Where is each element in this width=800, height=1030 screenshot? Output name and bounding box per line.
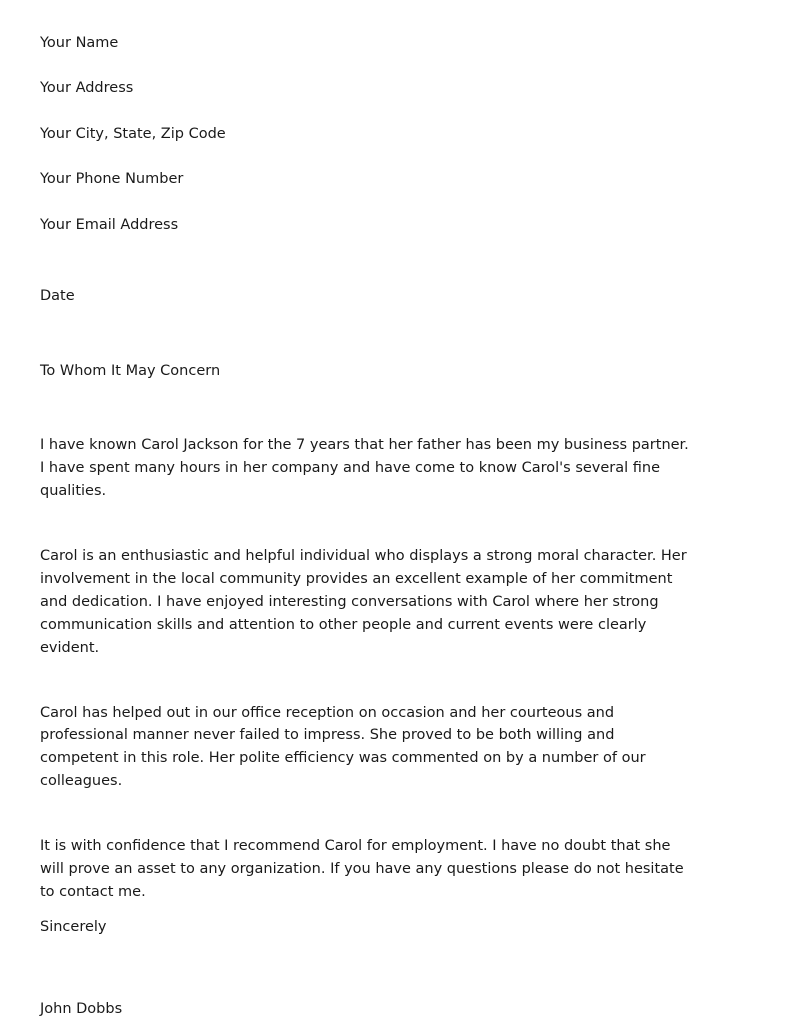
body-paragraph-2: Carol is an enthusiastic and helpful individual who displays a strong moral character. Her involvement in the local community provides an excellent example of her commitment and dedication. I have enjoyed interesting conversations with Carol where her strong communication skills and attention to other people and current events were clearly evident. [40,548,687,656]
sender-address-block [40,32,696,236]
spacer-before-closing [40,904,696,916]
body-paragraph-1: I have known Carol Jackson for the 7 years that her father has been my business partner. I have spent many hours in her company and have come to know Carol's several fine qualities. [40,437,689,500]
sender-city-state-zip: Your City, State, Zip Code [40,125,226,142]
date-line: Date [40,288,75,305]
spacer-after-salutation [40,404,696,434]
spacer-after-date [40,330,696,360]
sender-address: Your Address [40,80,134,97]
sender-name: Your Name [40,35,119,51]
closing-line: Sincerely [40,918,107,935]
letter-body [40,434,696,904]
spacer-after-sender [40,259,696,285]
body-paragraph-4: It is with confidence that I recommend Carol for employment. I have no doubt that she will prove an asset to any organization. If you have any questions please do not hesitate to contact me. [40,838,684,900]
body-paragraph-3: Carol has helped out in our office reception on occasion and her courteous and professional manner never failed to impress. She proved to be both willing and competent in this role. Her polite efficiency was commented on by a number of our colleagues. [40,704,646,790]
sender-email: Your Email Address [40,216,179,233]
salutation: To Whom It May Concern [40,362,221,379]
signature-name: John Dobbs [40,1001,123,1018]
sender-phone: Your Phone Number [40,171,184,188]
